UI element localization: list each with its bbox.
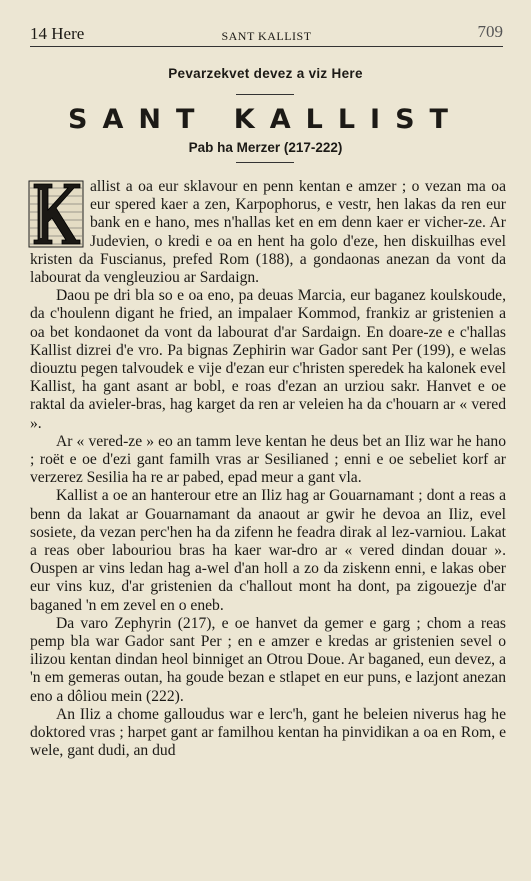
- chapter-title: SANT KALLIST: [68, 104, 463, 135]
- divider-bottom: [236, 162, 294, 163]
- dropcap-ornament-icon: [28, 180, 84, 248]
- intro-heading: Pevarzekvet devez a viz Here: [168, 66, 363, 81]
- header-rule: [30, 46, 503, 47]
- body-text: [30, 178, 506, 761]
- page-number: 709: [477, 22, 503, 41]
- paragraph: Daou pe dri bla so e oa eno, pa deuas Marcia, eur baganez koulskoude, da c'houlenn digant he fried, an impalaer Kommod, frankiz ar gristenien a oa bet kondaonet da vont da labourat d'ar Sardaign. En doare-ze e c'hallas Kallist dizrei d'e vro. Pa bignas Zephirin war Gador sant Per (199), e welas diouztu pegen talvoudek e vije d'ezan eur c'hristen speredek ha kalonek evel Kallist, ha gant asant ar bobl, e roas d'ezan an urziou sakr. Hanvet e oe raktal da avieler-bras, hag karget da ren ar veleien ha da c'houarn ar « vered ».: [30, 287, 506, 432]
- header-left: 14 Here: [30, 24, 85, 43]
- paragraph: Kallist a oe an hanterour etre an Iliz hag ar Gouarnamant ; dont a reas a benn da lakat ar Gouarnamant da anaout ar gwir he devoa an Iliz, evel sosiete, da vezan perc'hen ha da zifenn he feadra dirak al lez-varniou. Lakat a reas ober labouriou bras ha kaer war-dro ar « vered dindan douar ». Ouspen ar vins ledan hag a-wel d'an holl a zo da ziskenn enni, e lakas ober eur vins kuz, d'ar gristenien da c'hallout mont ha dont, pa zigouezje d'ar baganed 'n em zevel en o eneb.: [30, 487, 506, 614]
- chapter-subtitle: Pab ha Merzer (217-222): [188, 140, 343, 155]
- paragraph: Da varo Zephyrin (217), e oe hanvet da gemer e garg ; chom a reas pemp bla war Gador sant Per ; en e amzer e kredas ar gristenien sevel o ilizou kentan dindan heol binniget an Otrou Doue. Ar baganed, eun devez, a 'n em gemeras outan, ha goude bezan e stlapet en eur puns, e lazjont anezan eno a dôliou mein (222).: [30, 614, 506, 705]
- header-title: SANT KALLIST: [221, 29, 312, 43]
- dropcap-k: [28, 180, 84, 248]
- paragraph: Ar « vered-ze » eo an tamm leve kentan he deus bet an Iliz war he hano ; roët e oe d'ezi gant familh vras ar Sesilianed ; enni e oe sebeliet korf ar verzerez Sesilia ha re ar pabed, epad meur a gant vla.: [30, 432, 506, 487]
- paragraph: allist a oa eur sklavour en penn kentan e amzer ; o vezan ma oa eur spered kaer a zen, Karpophorus, e vestr, hen lakas da ren eur bank en e hano, mes n'hallas ket en em denn kaer er vicher-ze. Ar Judevien, o kredi e oa en hent ha golo d'eze, hen diskuilhas evel kristen da Fuscianus, prefed Rom (188), a gondaonas anezan da vont da labourat da vengleuziou ar Sardaign.: [30, 178, 506, 287]
- divider-top: [236, 94, 294, 95]
- paragraph: An Iliz a chome galloudus war e lerc'h, gant he beleien niverus hag he doktored vras ; harpet gant ar familhou kentan ha pinvidikan a oa en Rom, e wele, gant dudi, an dud: [30, 705, 506, 760]
- running-header: [30, 24, 503, 46]
